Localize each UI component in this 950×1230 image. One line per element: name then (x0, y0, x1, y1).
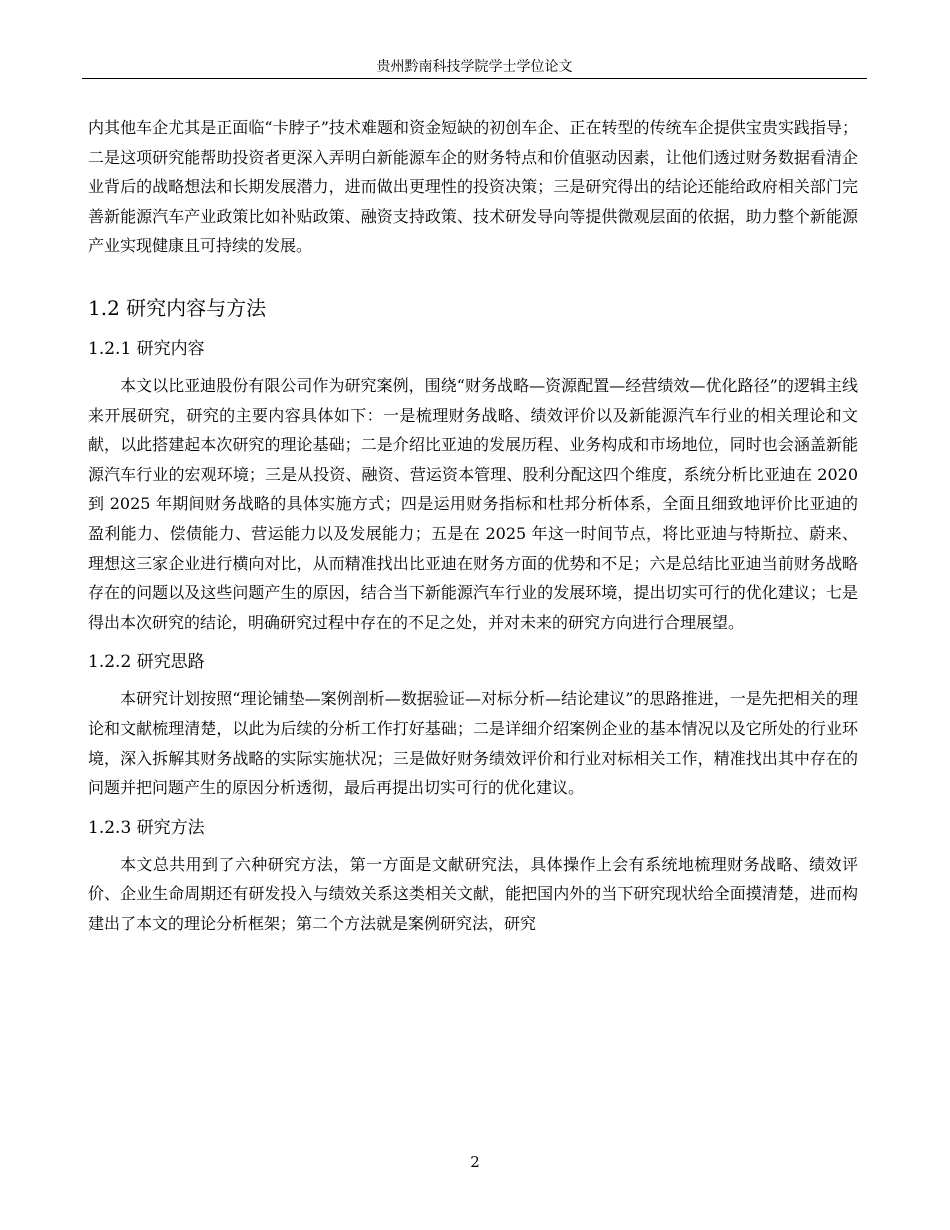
research-approach-paragraph: 本研究计划按照“理论铺垫—案例剖析—数据验证—对标分析—结论建议”的思路推进，一是先把相关的理论和文献梳理清楚，以此为后续的分析工作打好基础；二是详细介绍案例企业的基本情况以及它所处的行业环境，深入拆解其财务战略的实际实施状况；三是做好财务绩效评价和行业对标相关工作，精准找出其中存在的问题并把问题产生的原因分析透彻，最后再提出切实可行的优化建议。 (88, 689, 858, 798)
page-number: 2 (470, 1153, 480, 1171)
page-body (88, 113, 858, 938)
section-heading-1-2-1: 1.2.1 研究内容 (88, 338, 205, 359)
page-header: 贵州黔南科技学院学士学位论文 (376, 59, 573, 75)
research-content-paragraph: 本文以比亚迪股份有限公司作为研究案例，围绕“财务战略—资源配置—经营绩效—优化路径”的逻辑主线来开展研究，研究的主要内容具体如下：一是梳理财务战略、绩效评价以及新能源汽车行业的相关理论和文献，以此搭建起本次研究的理论基础；二是介绍比亚迪的发展历程、业务构成和市场地位，同时也会涵盖新能源汽车行业的宏观环境；三是从投资、融资、营运资本管理、股利分配这四个维度，系统分析比亚迪在 2020 到 2025 年期间财务战略的具体实施方式；四是运用财务指标和杜邦分析体系，全面且细致地评价比亚迪的盈利能力、偿债能力、营运能力以及发展能力；五是在 2025 年这一时间节点，将比亚迪与特斯拉、蔚来、理想这三家企业进行横向对比，从而精准找出比亚迪在财务方面的优势和不足；六是总结比亚迪当前财务战略存在的问题以及这些问题产生的原因，结合当下新能源汽车行业的发展环境，提出切实可行的优化建议；七是得出本次研究的结论，明确研究过程中存在的不足之处，并对未来的研究方向进行合理展望。 (88, 375, 858, 632)
intro-paragraph: 内其他车企尤其是正面临“卡脖子”技术难题和资金短缺的初创车企、正在转型的传统车企提供宝贵实践指导；二是这项研究能帮助投资者更深入弄明白新能源车企的财务特点和价值驱动因素，让他们透过财务数据看清企业背后的战略想法和长期发展潜力，进而做出更理性的投资决策；三是研究得出的结论还能给政府相关部门完善新能源汽车产业政策比如补贴政策、融资支持政策、技术研发导向等提供微观层面的依据，助力整个新能源产业实现健康且可持续的发展。 (88, 118, 858, 256)
research-methods-paragraph: 本文总共用到了六种研究方法，第一方面是文献研究法，具体操作上会有系统地梳理财务战略、绩效评价、企业生命周期还有研发投入与绩效关系这类相关文献，能把国内外的当下研究现状给全面摸清楚，进而构建出了本文的理论分析框架；第二个方法就是案例研究法，研究 (88, 854, 858, 933)
section-heading-1-2-3: 1.2.3 研究方法 (88, 817, 205, 838)
section-heading-1-2-2: 1.2.2 研究思路 (88, 652, 205, 673)
header-divider (82, 78, 867, 79)
section-heading-1-2: 1.2 研究内容与方法 (88, 295, 267, 320)
